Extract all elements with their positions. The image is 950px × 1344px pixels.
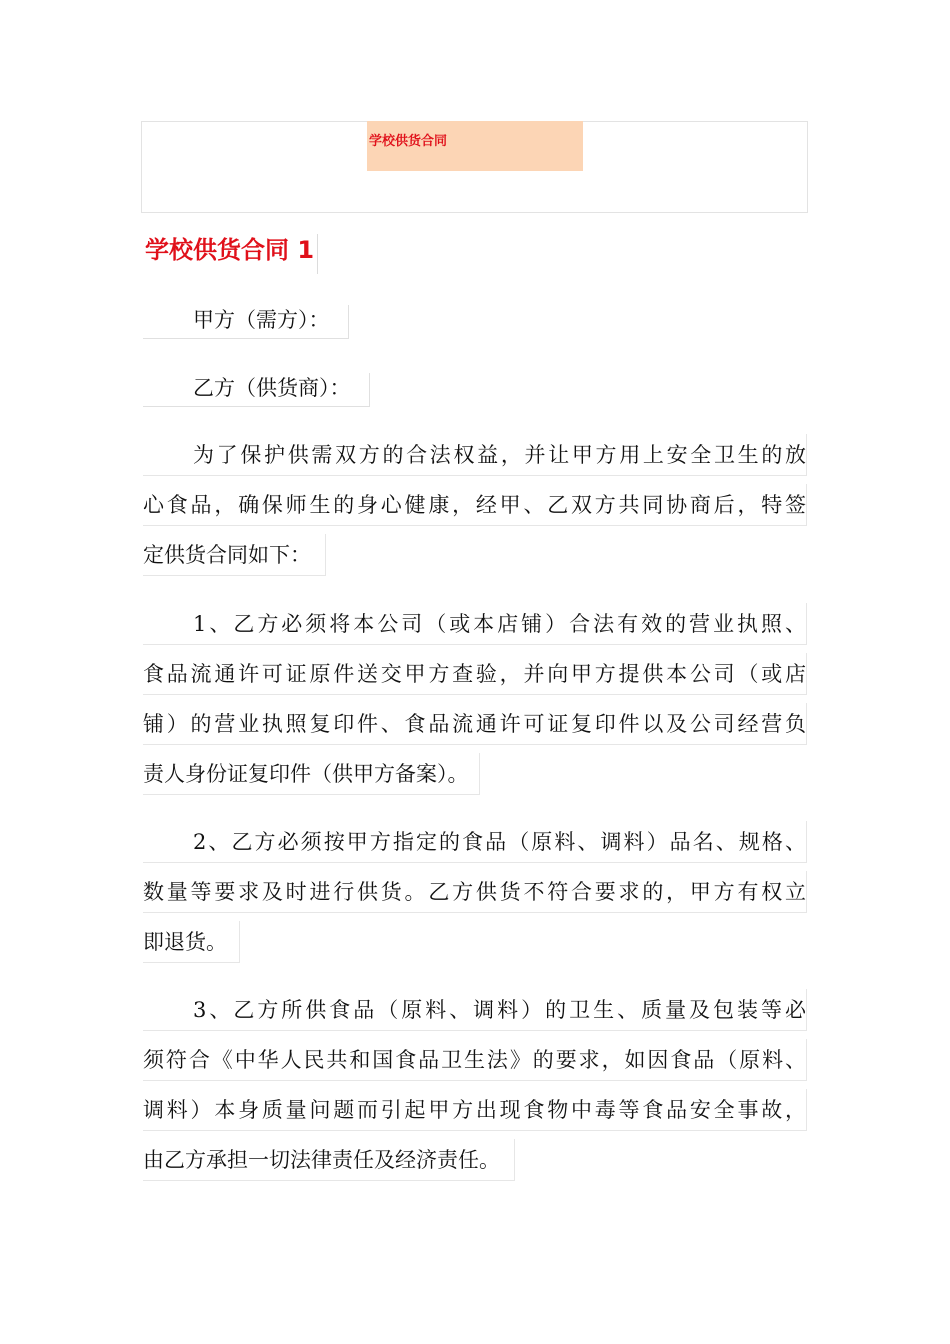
party-b-line: 乙方（供货商）： <box>143 373 370 407</box>
clause-1-line: 责人身份证复印件（供甲方备案）。 <box>143 753 480 795</box>
document-title <box>145 232 314 274</box>
intro-line: 定供货合同如下： <box>143 534 326 576</box>
clause-1-line: 铺）的营业执照复印件、食品流通许可证复印件以及公司经营负 <box>143 703 807 745</box>
clause-3-line: 3、乙方所供食品（原料、调料）的卫生、质量及包装等必 <box>143 989 807 1031</box>
intro-line: 为了保护供需双方的合法权益，并让甲方用上安全卫生的放 <box>143 434 807 476</box>
clause-2-line: 2、乙方必须按甲方指定的食品（原料、调料）品名、规格、 <box>143 821 807 863</box>
document-header-box <box>141 121 808 213</box>
document-title-text: 学校供货合同 1 <box>145 236 315 264</box>
title-divider <box>317 234 318 274</box>
clause-3-line: 须符合《中华人民共和国食品卫生法》的要求，如因食品（原料、 <box>143 1039 807 1081</box>
intro-line: 心食品，确保师生的身心健康，经甲、乙双方共同协商后，特签 <box>143 484 807 526</box>
header-tab-label: 学校供货合同 <box>369 134 448 149</box>
clause-1-line: 1、乙方必须将本公司（或本店铺）合法有效的营业执照、 <box>143 603 807 645</box>
header-tab <box>367 121 583 171</box>
clause-2-line: 即退货。 <box>143 921 240 963</box>
clause-2-line: 数量等要求及时进行供货。乙方供货不符合要求的，甲方有权立 <box>143 871 807 913</box>
clause-1-line: 食品流通许可证原件送交甲方查验，并向甲方提供本公司（或店 <box>143 653 807 695</box>
clause-3-line: 由乙方承担一切法律责任及经济责任。 <box>143 1139 515 1181</box>
clause-3-line: 调料）本身质量问题而引起甲方出现食物中毒等食品安全事故， <box>143 1089 807 1131</box>
party-a-line: 甲方（需方）： <box>143 305 349 339</box>
